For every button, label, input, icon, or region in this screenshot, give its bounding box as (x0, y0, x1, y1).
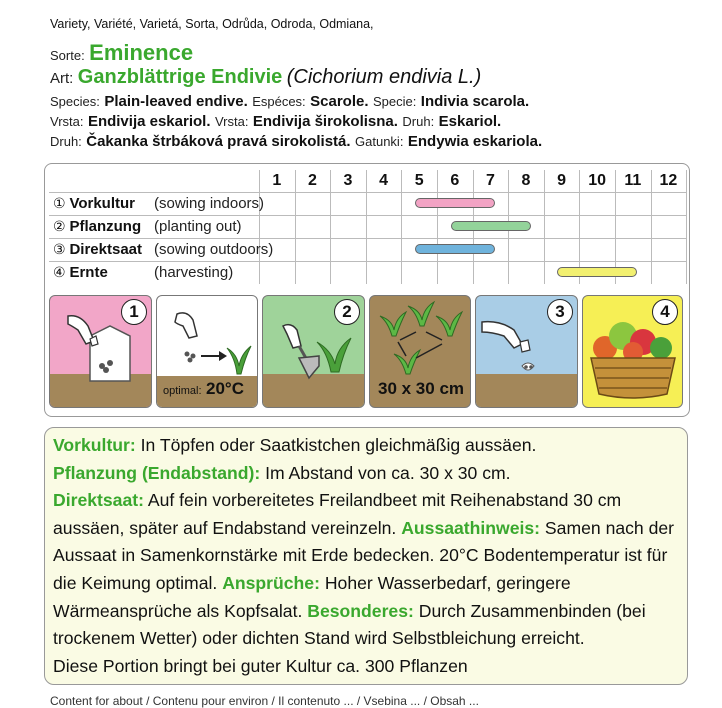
sorte-label: Sorte: (50, 48, 85, 63)
vrsta-line: Vrsta: Endivija eskariol. Vrsta: Endivija širokolisna. Druh: Eskariol. (50, 113, 502, 130)
row-name-en: (harvesting) (154, 264, 234, 281)
besonderes-key: Besonderes: (307, 600, 414, 621)
step-1-badge: 1 (121, 299, 147, 325)
cultivation-text (53, 432, 681, 680)
calendar-row-label (53, 215, 257, 238)
picto-germination (156, 295, 258, 408)
row-name-de: Direktsaat (69, 241, 142, 258)
art-latin-name: (Cichorium endivia L.) (286, 66, 482, 88)
ansprueche-text: Hoher Wasserbedarf, geringere Wärmeansprüche als Kopfsalat. (53, 572, 571, 621)
ansprueche-key: Ansprüche: (222, 572, 320, 593)
optimal-temperature (163, 379, 244, 399)
vorkultur-text: In Töpfen oder Saatkistchen gleichmäßig aussäen. (135, 435, 537, 455)
month-header: 10 (588, 172, 607, 189)
row-name-en: (sowing indoors) (154, 195, 265, 212)
row-name-de: Ernte (69, 264, 108, 281)
pflanzung-text: Im Abstand von ca. 30 x 30 cm. (260, 462, 511, 483)
direktsaat-text: Auf fein vorbereitetes Freilandbeet mit Reihenabstand 30 cm aussäen, später auf Endabstand vereinzeln. (53, 490, 622, 538)
picto-spacing (369, 295, 471, 408)
besonderes-text: Durch Zusammenbinden (bei trockenem Wetter) oder dichten Stand wird Selbstbleichung erreicht. (53, 600, 646, 649)
month-header: 11 (624, 172, 642, 189)
month-header: 6 (450, 172, 460, 189)
aussaathinweis-key: Aussaathinweis: (401, 517, 541, 538)
art-label: Art: (50, 70, 74, 87)
calendar-row-label (53, 192, 265, 215)
month-header: 3 (343, 172, 353, 189)
vorkultur-key: Vorkultur: (53, 435, 136, 455)
gatunki-value: Endywia eskariola (407, 133, 538, 150)
specie-label: Specie: (372, 94, 417, 109)
vrsta2-label: Vrsta: (214, 114, 249, 129)
druh1-value: Eskariol (438, 113, 498, 130)
calendar-period-bar (415, 198, 495, 208)
direktsaat-key: Direktsaat: (53, 490, 144, 511)
vrsta1-label: Vrsta: (50, 114, 84, 129)
optimal-label: optimal: (163, 385, 202, 397)
row-name-en: (planting out) (154, 218, 242, 235)
spacing-value: 30 x 30 cm (378, 379, 465, 398)
month-header: 12 (659, 172, 678, 189)
especes-label: Espéces: (252, 94, 306, 109)
especes-value: Scarole (310, 93, 365, 110)
month-header: 9 (557, 172, 567, 189)
month-header: 4 (379, 172, 389, 189)
footer-text: Content for about / Contenu pour environ / Il contenuto ... / Vsebina ... / Obsah ... (50, 694, 479, 708)
aussaathinweis-text: Samen nach der Aussaat in Samenkornstärke mit Erde bedecken. 20°C Bodentemperatur ist für die Keimung optimal. (53, 517, 675, 593)
calendar-period-bar (557, 267, 637, 277)
month-header: 8 (521, 172, 531, 189)
month-header: 7 (485, 172, 495, 189)
druh1-label: Druh: (402, 114, 435, 129)
row-name-de: Pflanzung (69, 218, 142, 235)
vrsta2-value: Endivija širokolisna (252, 113, 394, 130)
row-number: ② (53, 218, 70, 234)
species-label: Species: (50, 94, 100, 109)
row-number: ④ (53, 264, 70, 280)
month-header: 1 (272, 172, 282, 189)
sowing-calendar (44, 163, 690, 417)
druh-line: Druh: Čakanka štrbáková pravá sirokolistá. Gatunki: Endywia eskariola. (50, 133, 543, 150)
vrsta1-value: Endivija eskariol (87, 113, 207, 130)
month-header: 5 (414, 172, 424, 189)
optimal-value: 20°C (205, 379, 244, 398)
portion-text: Diese Portion bringt bei guter Kultur ca. 300 Pflanzen (53, 655, 468, 676)
row-number: ① (53, 195, 70, 211)
picto-sowing-outdoors (475, 295, 578, 408)
picto-harvest (582, 295, 683, 408)
variety-line: Variety, Variété, Varietá, Sorta, Odrůda, Odroda, Odmiana, (50, 17, 374, 31)
row-number: ③ (53, 241, 70, 257)
step-2-badge: 2 (334, 299, 360, 325)
druh2-label: Druh: (50, 134, 82, 149)
species-line: Species: Plain-leaved endive. Espéces: Scarole. Specie: Indivia scarola. (50, 93, 530, 110)
druh2-value: Čakanka štrbáková pravá sirokolistá (86, 133, 347, 150)
sorte-line (50, 40, 193, 66)
species-value: Plain-leaved endive (104, 93, 244, 110)
cultivation-info (44, 427, 688, 685)
calendar-row-label (53, 261, 257, 284)
calendar-row-label (53, 238, 274, 261)
calendar-period-bar (415, 244, 495, 254)
art-line (50, 66, 481, 89)
specie-value: Indivia scarola (420, 93, 525, 110)
art-name: Ganzblättrige Endivie (77, 66, 283, 88)
variety-name: Eminence (89, 40, 194, 65)
grid-vline (686, 170, 687, 284)
calendar-period-bar (451, 221, 531, 231)
step-4-badge: 4 (652, 299, 678, 325)
gatunki-label: Gatunki: (355, 134, 404, 149)
step-3-badge: 3 (547, 299, 573, 325)
month-header: 2 (307, 172, 317, 189)
picto-planting-out (262, 295, 365, 408)
pflanzung-key: Pflanzung (Endabstand): (53, 462, 261, 483)
row-name-en: (sowing outdoors) (154, 241, 274, 258)
picto-sowing-indoors (49, 295, 152, 408)
row-name-de: Vorkultur (69, 195, 136, 212)
